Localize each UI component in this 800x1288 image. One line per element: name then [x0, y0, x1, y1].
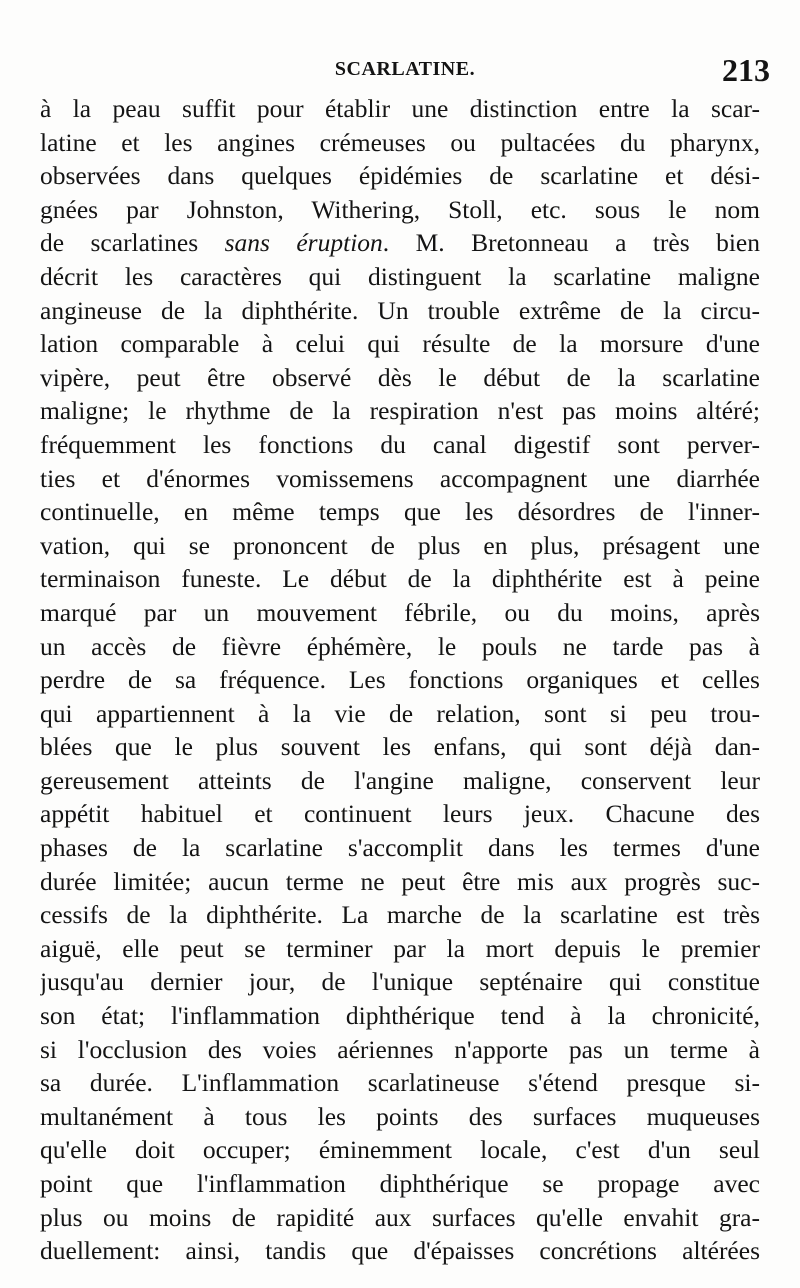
text-line: terminaison funeste. Le début de la diphthérite est à peine	[40, 564, 760, 594]
text-line: appétit habituel et continuent leurs jeux. Chacune des	[40, 799, 760, 829]
text-line: son état; l'inflammation diphthérique tend à la chronicité,	[40, 1001, 760, 1031]
text-line: point que l'inflammation diphthérique se propage avec	[40, 1169, 760, 1198]
text-line: lation comparable à celui qui résulte de la morsure d'une	[40, 329, 760, 359]
text-line: vation, qui se prononcent de plus en plus, présagent une	[40, 530, 760, 560]
text-line: blées que le plus souvent les enfans, qui sont déjà dan-	[40, 732, 760, 762]
text-line: plus ou moins de rapidité aux surfaces qu'elle envahit gra-	[40, 1202, 760, 1232]
text-line: latine et les angines crémeuses ou pultacées du pharynx,	[40, 127, 760, 157]
text-line: décrit les caractères qui distinguent la scarlatine maligne	[40, 261, 760, 291]
text-line: qu'elle doit occuper; éminemment locale, c'est d'un seul	[40, 1135, 760, 1165]
text-line: ties et d'énormes vomissemens accompagnent une diarrhée	[40, 463, 760, 493]
text-line: marqué par un mouvement fébrile, ou du moins, après	[40, 597, 760, 627]
text-line: cessifs de la diphthérite. La marche de la scarlatine est très	[40, 900, 760, 930]
text-line: un accès de fièvre éphémère, le pouls ne tarde pas à	[40, 631, 760, 661]
text-line: gnées par Johnston, Withering, Stoll, etc. sous le nom	[40, 194, 760, 224]
text-line: angineuse de la diphthérite. Un trouble extrême de la circu-	[40, 295, 760, 325]
text-line: jusqu'au dernier jour, de l'unique septénaire qui constitue	[40, 967, 760, 997]
text-line: aiguë, elle peut se terminer par la mort depuis le premier	[40, 933, 760, 963]
text-line: maligne; le rhythme de la respiration n'est pas moins altéré;	[40, 396, 760, 426]
running-head: SCARLATINE.	[334, 58, 476, 80]
text-line: perdre de sa fréquence. Les fonctions organiques et celles	[40, 665, 760, 695]
text-line: à la peau suffit pour établir une distinction entre la scar-	[40, 94, 760, 123]
text-line: gereusement atteints de l'angine maligne, conservent leur	[40, 765, 760, 795]
text-line: durée limitée; aucun terme ne peut être mis aux progrès suc-	[40, 866, 760, 896]
text-line: si l'occlusion des voies aériennes n'apporte pas un terme à	[40, 1034, 760, 1064]
body-text	[40, 92, 760, 1268]
text-line: continuelle, en même temps que les désordres de l'inner-	[40, 497, 760, 527]
text-line: qui appartiennent à la vie de relation, sont si peu trou-	[40, 698, 760, 728]
text-line: duellement: ainsi, tandis que d'épaisses concrétions altérées	[40, 1236, 760, 1266]
page-header	[40, 52, 770, 92]
text-line: fréquemment les fonctions du canal digestif sont perver-	[40, 429, 760, 459]
text-line: sa durée. L'inflammation scarlatineuse s'étend presque si-	[40, 1068, 760, 1098]
text-line: de scarlatines sans éruption. M. Bretonneau a très bien	[40, 228, 760, 258]
text-line: multanément à tous les points des surfaces muqueuses	[40, 1101, 760, 1131]
page-number: 213	[722, 52, 770, 88]
text-line: vipère, peut être observé dès le début de la scarlatine	[40, 362, 760, 392]
text-line: phases de la scarlatine s'accomplit dans les termes d'une	[40, 833, 760, 863]
text-line: observées dans quelques épidémies de scarlatine et dési-	[40, 161, 760, 191]
